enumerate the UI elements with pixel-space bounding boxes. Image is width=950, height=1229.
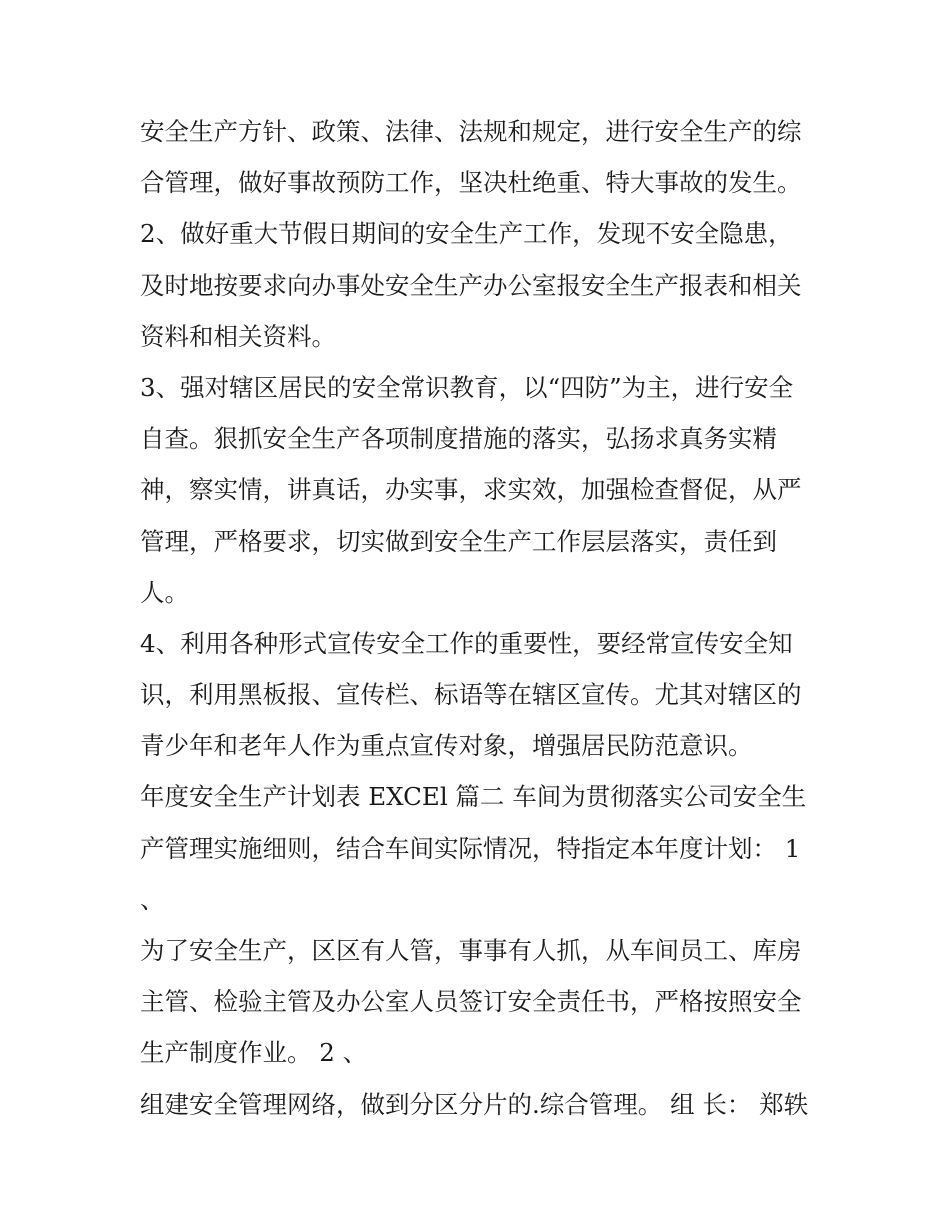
text-line: 安全生产方针、政策、法律、法规和规定，进行安全生产的综 [140, 117, 802, 146]
text-line: 青少年和老年人作为重点宣传对象，增强居民防范意识。 [140, 731, 753, 761]
text-line: 为了安全生产，区区有人管，事事有人抓，从车间员工、库房 [140, 936, 802, 965]
text-line: 合管理，做好事故预防工作，坚决杜绝重、特大事故的发生。 [140, 168, 802, 198]
text-line: 生产制度作业。 2 、 [140, 1038, 368, 1068]
text-line: 组建安全管理网络，做到分区分片的.综合管理。 组 长： 郑轶 [140, 1089, 809, 1119]
text-line: 年度安全生产计划表 EXCEl 篇二 车间为贯彻落实公司安全生 [140, 782, 807, 812]
text-line: 神，察实情，讲真话，办实事，求实效，加强检查督促，从严 [140, 475, 802, 505]
text-line: 主管、检验主管及办公室人员签订安全责任书，严格按照安全 [140, 987, 802, 1017]
text-line: 自查。狠抓安全生产各项制度措施的落实，弘扬求真务实精 [140, 424, 777, 454]
text-line: 及时地按要求向办事处安全生产办公室报安全生产报表和相关 [140, 270, 802, 300]
text-line: 管理，严格要求，切实做到安全生产工作层层落实，责任到 [140, 526, 777, 556]
document-body [140, 106, 820, 1130]
text-line: 3、强对辖区居民的安全常识教育，以“四防”为主，进行安全 [140, 372, 794, 402]
text-line: 4、利用各种形式宣传安全工作的重要性，要经常宣传安全知 [140, 628, 793, 658]
text-line: 人。 [140, 577, 189, 607]
text-line: 资料和相关资料。 [140, 321, 336, 351]
text-line: 2、做好重大节假日期间的安全生产工作，发现不安全隐患， [140, 219, 793, 249]
text-line: 识，利用黑板报、宣传栏、标语等在辖区宣传。尤其对辖区的 [140, 680, 802, 710]
text-line: 、 [140, 884, 165, 914]
text-line: 产管理实施细则，结合车间实际情况，特指定本年度计划： 1 [140, 833, 801, 863]
